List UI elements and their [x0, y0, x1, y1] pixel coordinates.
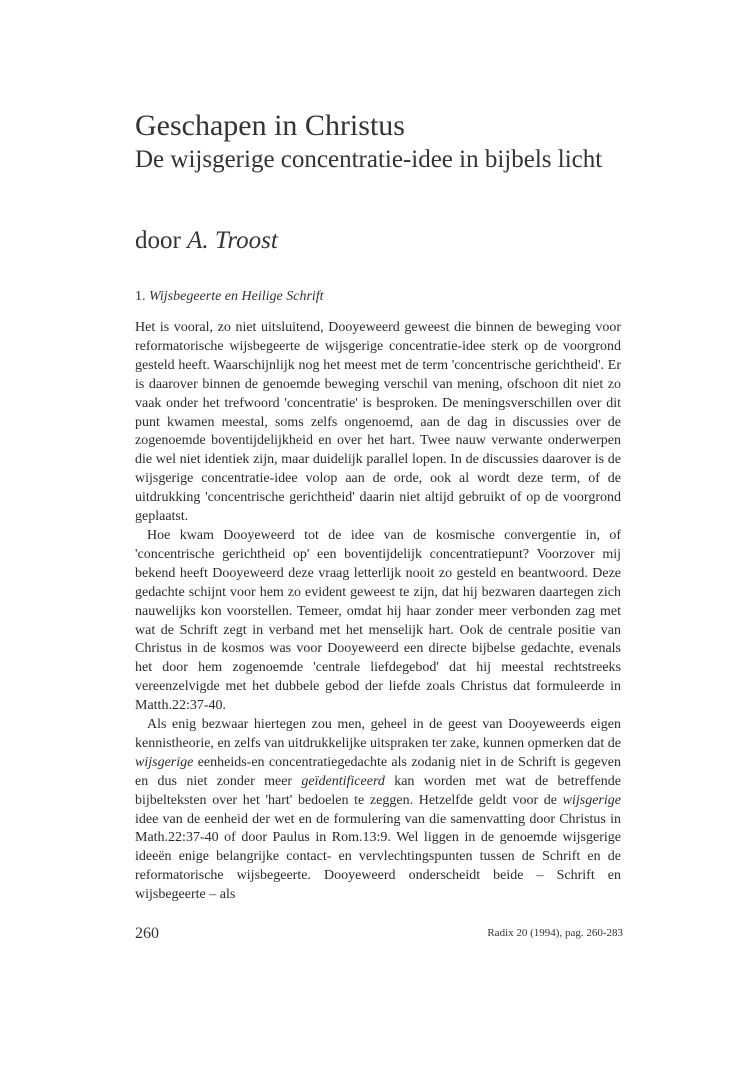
- author-prefix: door: [135, 227, 181, 254]
- article-subtitle: De wijsgerige concentratie-idee in bijbels licht: [135, 146, 603, 173]
- body-text: [135, 319, 621, 905]
- journal-citation: Radix 20 (1994), pag. 260-283: [487, 927, 623, 939]
- section-heading: [135, 288, 324, 306]
- paragraph-text: kan worden met wat de betreffende bijbelteksten over het 'hart' bedoelen te zeggen. Hetzelfde geldt voor de: [135, 773, 621, 808]
- paragraph: [135, 716, 621, 905]
- emphasis-text: wijsgerige: [135, 754, 194, 770]
- section-title: Wijsbegeerte en Heilige Schrift: [149, 289, 324, 304]
- paragraph-text: idee van de eenheid der wet en de formulering van die samenvatting door Christus in Math.22:37-40 of door Paulus in Rom.13:9. Wel liggen in de genoemde wijsgerige ideeën enige belangrijke contact- en vervlechtingspunten tussen de Schrift en de reformatorische wijsbegeerte. Dooyeweerd onderscheidt beide – Schrift en wijsbegeerte – als: [135, 811, 621, 903]
- paragraph: Het is vooral, zo niet uitsluitend, Dooyeweerd geweest die binnen de beweging voor reformatorische wijsbegeerte de wijsgerige concentratie-idee sterk op de voorgrond gesteld heeft. Waarschijnlijk nog het meest met de term 'concentrische gerichtheid'. Er is daarover binnen de genoemde beweging verschil van mening, ofschoon dit niet zo vaak onder het trefwoord 'concentratie' is besproken. De meningsverschillen over dit punt kwamen meestal, soms zelfs ongenoemd, aan de dag in discussies over de zogenoemde boventijdelijkheid en over het hart. Twee nauw verwante onderwerpen die wel niet identiek zijn, maar duidelijk parallel lopen. In de discussies daarover is de wijsgerige concentratie-idee volop aan de orde, ook al wordt deze term, of de uitdrukking 'concentrische gerichtheid' daarin niet altijd gebruikt of op de voorgrond geplaatst.: [135, 320, 621, 525]
- paragraph: Hoe kwam Dooyeweerd tot de idee van de kosmische convergentie in, of 'concentrische gerichtheid op' een boventijdelijk concentratiepunt? Voorzover mij bekend heeft Dooyeweerd deze vraag letterlijk nooit zo gesteld en beantwoord. Deze gedachte schijnt voor hem zo evident geweest te zijn, dat hij bezwaren daartegen zich nauwelijks kon voorstellen. Temeer, omdat hij haar zonder meer verbonden zag met wat de Schrift zegt in verband met het menselijk hart. Ook de centrale positie van Christus in de kosmos was voor Dooyeweerd een directe bijbelse gedachte, evenals het door hem zogenoemde 'centrale liefdegebod' dat hij meestal rechtstreeks vereenzelvigde met het dubbele gebod der liefde zoals Christus dat formuleerde in Matth.22:37-40.: [135, 527, 621, 714]
- emphasis-text: wijsgerige: [562, 792, 621, 808]
- paragraph-text: eenheids-en concentratiegedachte als zodanig niet in de Schrift is gegeven en dus niet zonder meer: [135, 754, 621, 789]
- section-number: 1.: [135, 289, 146, 304]
- page-number: 260: [135, 925, 159, 942]
- article-title: Geschapen in Christus: [135, 109, 405, 142]
- author-line: [135, 226, 278, 255]
- paragraph-text: Als enig bezwaar hiertegen zou men, geheel in de geest van Dooyeweerds eigen kennistheorie, en zelfs van uitdrukkelijke uitspraken ter zake, kunnen opmerken dat de: [135, 717, 621, 751]
- emphasis-text: geïdentificeerd: [301, 773, 385, 789]
- author-name: A. Troost: [187, 227, 278, 254]
